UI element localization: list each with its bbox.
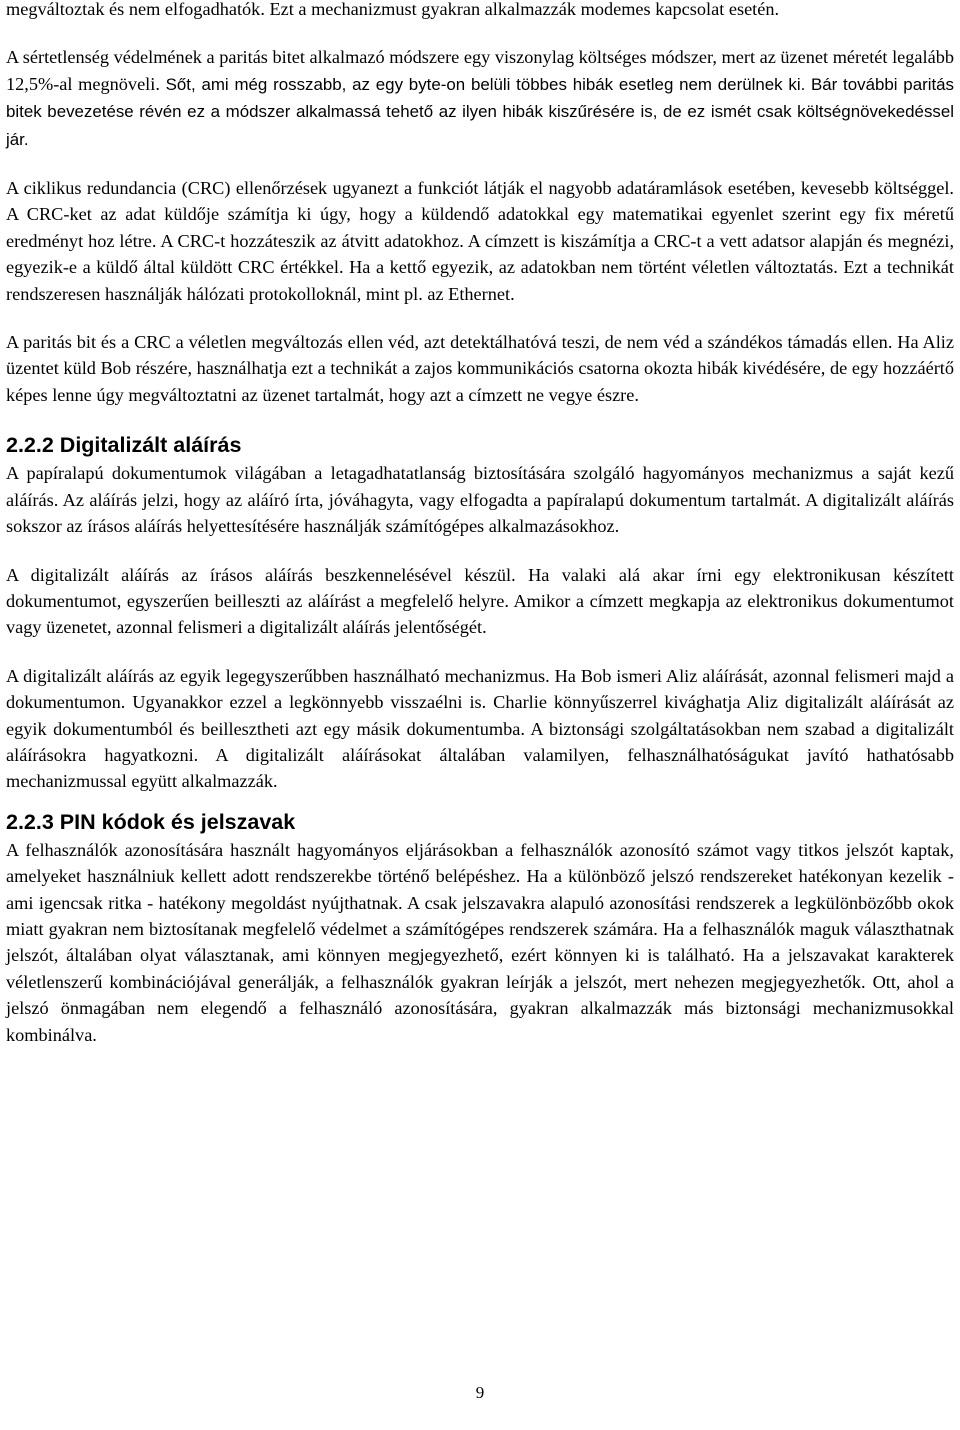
- text-run: A papíralapú dokumentumok világában a letagadhatatlanság biztosítására szolgáló hagyományos mechanizmus a saját kezű aláírás. Az aláírás jelzi, hogy az aláíró írta, jóváhagyta, vagy elfogadta a papíralapú dokumentum tartalmát. A digitalizált aláírás sokszor az írásos aláírás helyettesítésére használják számítógépes alkalmazásokhoz.: [6, 463, 954, 537]
- text-run: A felhasználók azonosítására használt hagyományos eljárásokban a felhasználók azonosító számot vagy titkos jelszót kaptak, amelyeket használniuk kellett adott rendszerekbe történő belépéshez. Ha a különböző jelszó rendszereket hatékonyan kezelik - ami igencsak ritka - hatékony megoldást nyújthatnak. A csak jelszavakra alapuló azonosítási rendszerek a legkülönbözőbb okok miatt gyakran nem biztosítanak megfelelő védelmet a számítógépes rendszerek számára. Ha a felhasználók maguk választhatnak jelszót, általában olyat választanak, ami könnyen megjegyezhető, ezért könnyen ki is található. Ha a jelszavakat karakterek véletlenszerű kombinációjával generálják, a felhasználók gyakran leírják a jelszót, mert nehezen megjegyezhetők. Ott, ahol a jelszó önmagában nem elegendő a felhasználó azonosítására, gyakran alkalmazzák más biztonsági mechanizmusokkal kombinálva.: [6, 839, 954, 1045]
- text-run: Sőt, ami még rosszabb, az egy byte-on belüli többes hibák esetleg nem derülnek ki.: [165, 74, 806, 94]
- section-heading-pin-passwords: 2.2.3 PIN kódok és jelszavak: [6, 809, 296, 834]
- text-run: A sértetlenség védelmének a paritás bitet alkalmazó módszere egy viszonylag költséges módszer, mert az üzenet méretét legalább 12,5%-al megnöveli.: [6, 47, 954, 94]
- paragraph-crc: [6, 175, 954, 307]
- paragraph-signature-misuse: [6, 663, 954, 795]
- text-run: A CRC-ket az adat küldője számítja ki úgy, hogy a küldendő adatokkal egy matematikai egyenlet szerint egy fix méretű eredményt hoz létre.: [6, 204, 954, 251]
- paragraph-intro-continuation: [6, 0, 954, 22]
- paragraph-handwritten-signature: [6, 460, 954, 539]
- paragraph-parity-crc-limits: [6, 329, 954, 408]
- text-run: A digitalizált aláírás az írásos aláírás beszkennelésével készül. Ha valaki alá akar írni egy elektronikusan készített dokumentumot, egyszerűen beilleszti az aláírást a megfelelő helyre. Amikor a címzett megkapja az elektronikus dokumentumot vagy üzenetet, azonnal felismeri a digitalizált aláírás jelentőségét.: [6, 564, 954, 638]
- paragraph-scanned-signature: [6, 562, 954, 641]
- section-heading-digitized-signature: 2.2.2 Digitalizált aláírás: [6, 433, 242, 458]
- page-number: 9: [475, 1383, 485, 1402]
- text-run: Bár további paritás bitek bevezetése révén ez a módszer alkalmassá tehető az ilyen hibák kiszűrésére is, de ez ismét csak költségnövekedéssel jár.: [6, 74, 954, 149]
- text-run: A paritás bit és a CRC a véletlen megváltozás ellen véd, azt detektálhatóvá teszi, de nem véd a szándékos támadás ellen. Ha Aliz üzentet küld Bob részére, használhatja ezt a technikát a zajos kommunikációs csatorna okozta hibák kivédésére, de egy hozzáértő képes lenne úgy megváltoztatni az üzenet tartalmát, hogy azt a címzett ne vegye észre.: [6, 332, 954, 405]
- text-run: A címzett is kiszámítja a CRC-t a vett adatsor alapján és megnézi, egyezik-e a küldő által küldött CRC értékkel. Ha a kettő egyezik, az adatokban nem történt véletlen változtatás. Ezt a technikát rendszeresen használják hálózati protokolloknál, mint pl. az Ethernet.: [6, 230, 955, 304]
- paragraph-parity-bit: [6, 44, 954, 153]
- text-run: A CRC-t hozzáteszik az átvitt adatokhoz.: [160, 230, 464, 251]
- text-run: A ciklikus redundancia (CRC) ellenőrzések ugyanezt a funkciót látják el nagyobb adatáramlások esetében, kevesebb költséggel.: [6, 178, 954, 199]
- text-run: megváltoztak és nem elfogadhatók. Ezt a mechanizmust gyakran alkalmazzák modemes kapcsolat esetén.: [6, 0, 780, 19]
- paragraph-passwords: [6, 837, 954, 1048]
- document-page: [6, 0, 954, 1048]
- text-run: A digitalizált aláírás az egyik legegyszerűbben használható mechanizmus. Ha Bob ismeri Aliz aláírását, azonnal felismeri majd a dokumentumon. Ugyanakkor ezzel a legkönnyebb visszaélni is. Charlie könnyűszerrel kivághatja Aliz digitalizált aláírását az egyik dokumentumból és beillesztheti azt egy másik dokumentumba. A biztonsági szolgáltatásokban nem szabad a digitalizált aláírásokra hagyatkozni. A digitalizált aláírásokat általában valamilyen, felhasználhatóságukat javító hathatósabb mechanizmussal együtt alkalmazzák.: [6, 665, 954, 792]
